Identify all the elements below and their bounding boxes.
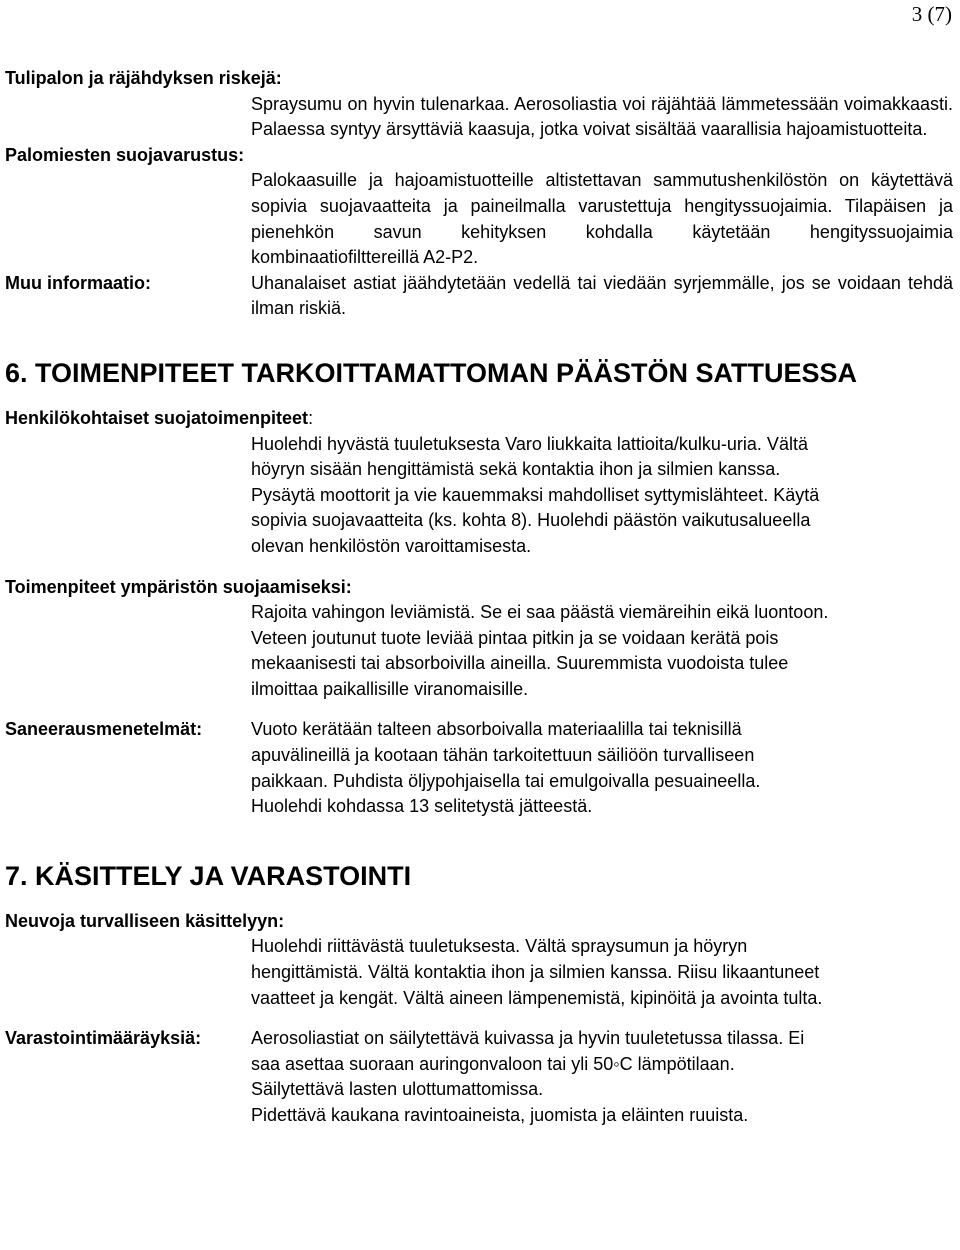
personal-precautions-heading: [5, 406, 960, 432]
storage-line: saa asettaa suoraan auringonvaloon tai yli 50◦C lämpötilaan.: [251, 1053, 735, 1074]
cleanup-methods-section: [5, 717, 960, 819]
personal-precautions-line: olevan henkilöstön varoittamisesta.: [251, 535, 532, 556]
environmental-precautions-text: [251, 600, 953, 702]
fire-risk-text: Spraysumu on hyvin tulenarkaa. Aerosoliastia voi räjähtää lämmetessään voimakkaasti. Palaessa syntyy ärsyttäviä kaasuja, jotka voivat sisältää vaarallisia hajoamistuotteita.: [251, 93, 953, 140]
personal-precautions-heading-text: Henkilökohtaiset suojatoimenpiteet: [5, 407, 309, 428]
cleanup-methods-line: Huolehdi kohdassa 13 selitetystä jätteestä.: [251, 796, 593, 817]
section-6-title: 6. TOIMENPITEET TARKOITTAMATTOMAN PÄÄSTÖN SATTUESSA: [5, 357, 858, 388]
personal-precautions-colon: :: [308, 407, 314, 428]
storage-line: Aerosoliastiat on säilytettävä kuivassa ja hyvin tuuletetussa tilassa. Ei: [251, 1028, 805, 1049]
environmental-precautions-line: Veteen joutunut tuote leviää pintaa pitkin ja se voidaan kerätä pois: [251, 627, 779, 648]
safe-handling-line: vaatteet ja kengät. Vältä aineen lämpenemistä, kipinöitä ja avointa tulta.: [251, 987, 823, 1008]
cleanup-methods-line: apuvälineillä ja kootaan tähän tarkoitettuun säiliöön turvalliseen: [251, 745, 755, 766]
personal-precautions-line: Pysäytä moottorit ja vie kauemmaksi mahdolliset syttymislähteet. Käytä: [251, 484, 820, 505]
personal-precautions-line: sopivia suojavaatteita (ks. kohta 8). Huolehdi päästön vaikutusalueella: [251, 510, 811, 531]
fire-risk-section: [5, 66, 960, 143]
cleanup-methods-line: Vuoto kerätään talteen absorboivalla materiaalilla tai teknisillä: [251, 719, 742, 740]
environmental-precautions-line: mekaanisesti tai absorboivilla aineilla. Suuremmista vuodoista tulee: [251, 653, 789, 674]
document-body: [5, 66, 960, 1129]
personal-precautions-section: [5, 406, 960, 560]
safe-handling-line: Huolehdi riittävästä tuuletuksesta. Vältä spraysumun ja höyryn: [251, 936, 748, 957]
cleanup-methods-line: paikkaan. Puhdista öljypohjaisella tai emulgoivalla pesuaineella.: [251, 770, 761, 791]
other-info-text: Uhanalaiset astiat jäähdytetään vedellä tai viedään syrjemmälle, jos se voidaan tehdä ilman riskiä.: [251, 272, 953, 319]
personal-precautions-text: [251, 432, 953, 560]
safe-handling-line: hengittämistä. Vältä kontaktia ihon ja silmien kanssa. Riisu likaantuneet: [251, 962, 820, 983]
firefighter-equipment-heading: Palomiesten suojavarustus:: [5, 144, 245, 165]
section-7-title: 7. KÄSITTELY JA VARASTOINTI: [5, 860, 412, 891]
storage-line: Pidettävä kaukana ravintoaineista, juomista ja eläinten ruuista.: [251, 1105, 749, 1125]
fire-risk-heading: Tulipalon ja räjähdyksen riskejä:: [5, 68, 282, 88]
storage-section: [5, 1026, 960, 1128]
firefighter-equipment-section: [5, 143, 960, 271]
environmental-precautions-section: [5, 575, 960, 703]
personal-precautions-line: Huolehdi hyvästä tuuletuksesta Varo liukkaita lattioita/kulku-uria. Vältä: [251, 433, 808, 454]
safe-handling-heading: Neuvoja turvalliseen käsittelyyn:: [5, 910, 285, 931]
cleanup-methods-text: [251, 717, 953, 819]
storage-text: [251, 1026, 953, 1128]
safe-handling-text: [251, 934, 953, 1011]
storage-line: Säilytettävä lasten ulottumattomissa.: [251, 1079, 544, 1100]
firefighter-equipment-text: Palokaasuille ja hajoamistuotteille altistettavan sammutushenkilöstön on käytettävä sopivia suojavaatteita ja paineilmalla varustettuja hengityssuojaimia. Tilapäisen ja pienehkön savun kehityksen kohdalla käytetään hengityssuojaimia kombinaatiofilttereillä A2-P2.: [251, 170, 953, 268]
environmental-precautions-line: Rajoita vahingon leviämistä. Se ei saa päästä viemäreihin eikä luontoon.: [251, 602, 829, 623]
personal-precautions-line: höyryn sisään hengittämistä sekä kontaktia ihon ja silmien kanssa.: [251, 459, 781, 480]
page-number: 3 (7): [911, 2, 952, 26]
other-info-heading: Muu informaatio:: [5, 272, 151, 293]
cleanup-methods-heading: Saneerausmenetelmät:: [5, 719, 203, 740]
environmental-precautions-heading: Toimenpiteet ympäristön suojaamiseksi:: [5, 576, 352, 597]
other-info-section: [5, 271, 960, 322]
safe-handling-section: [5, 909, 960, 1011]
storage-heading: Varastointimääräyksiä:: [5, 1028, 202, 1049]
environmental-precautions-line: ilmoittaa paikallisille viranomaisille.: [251, 678, 529, 699]
